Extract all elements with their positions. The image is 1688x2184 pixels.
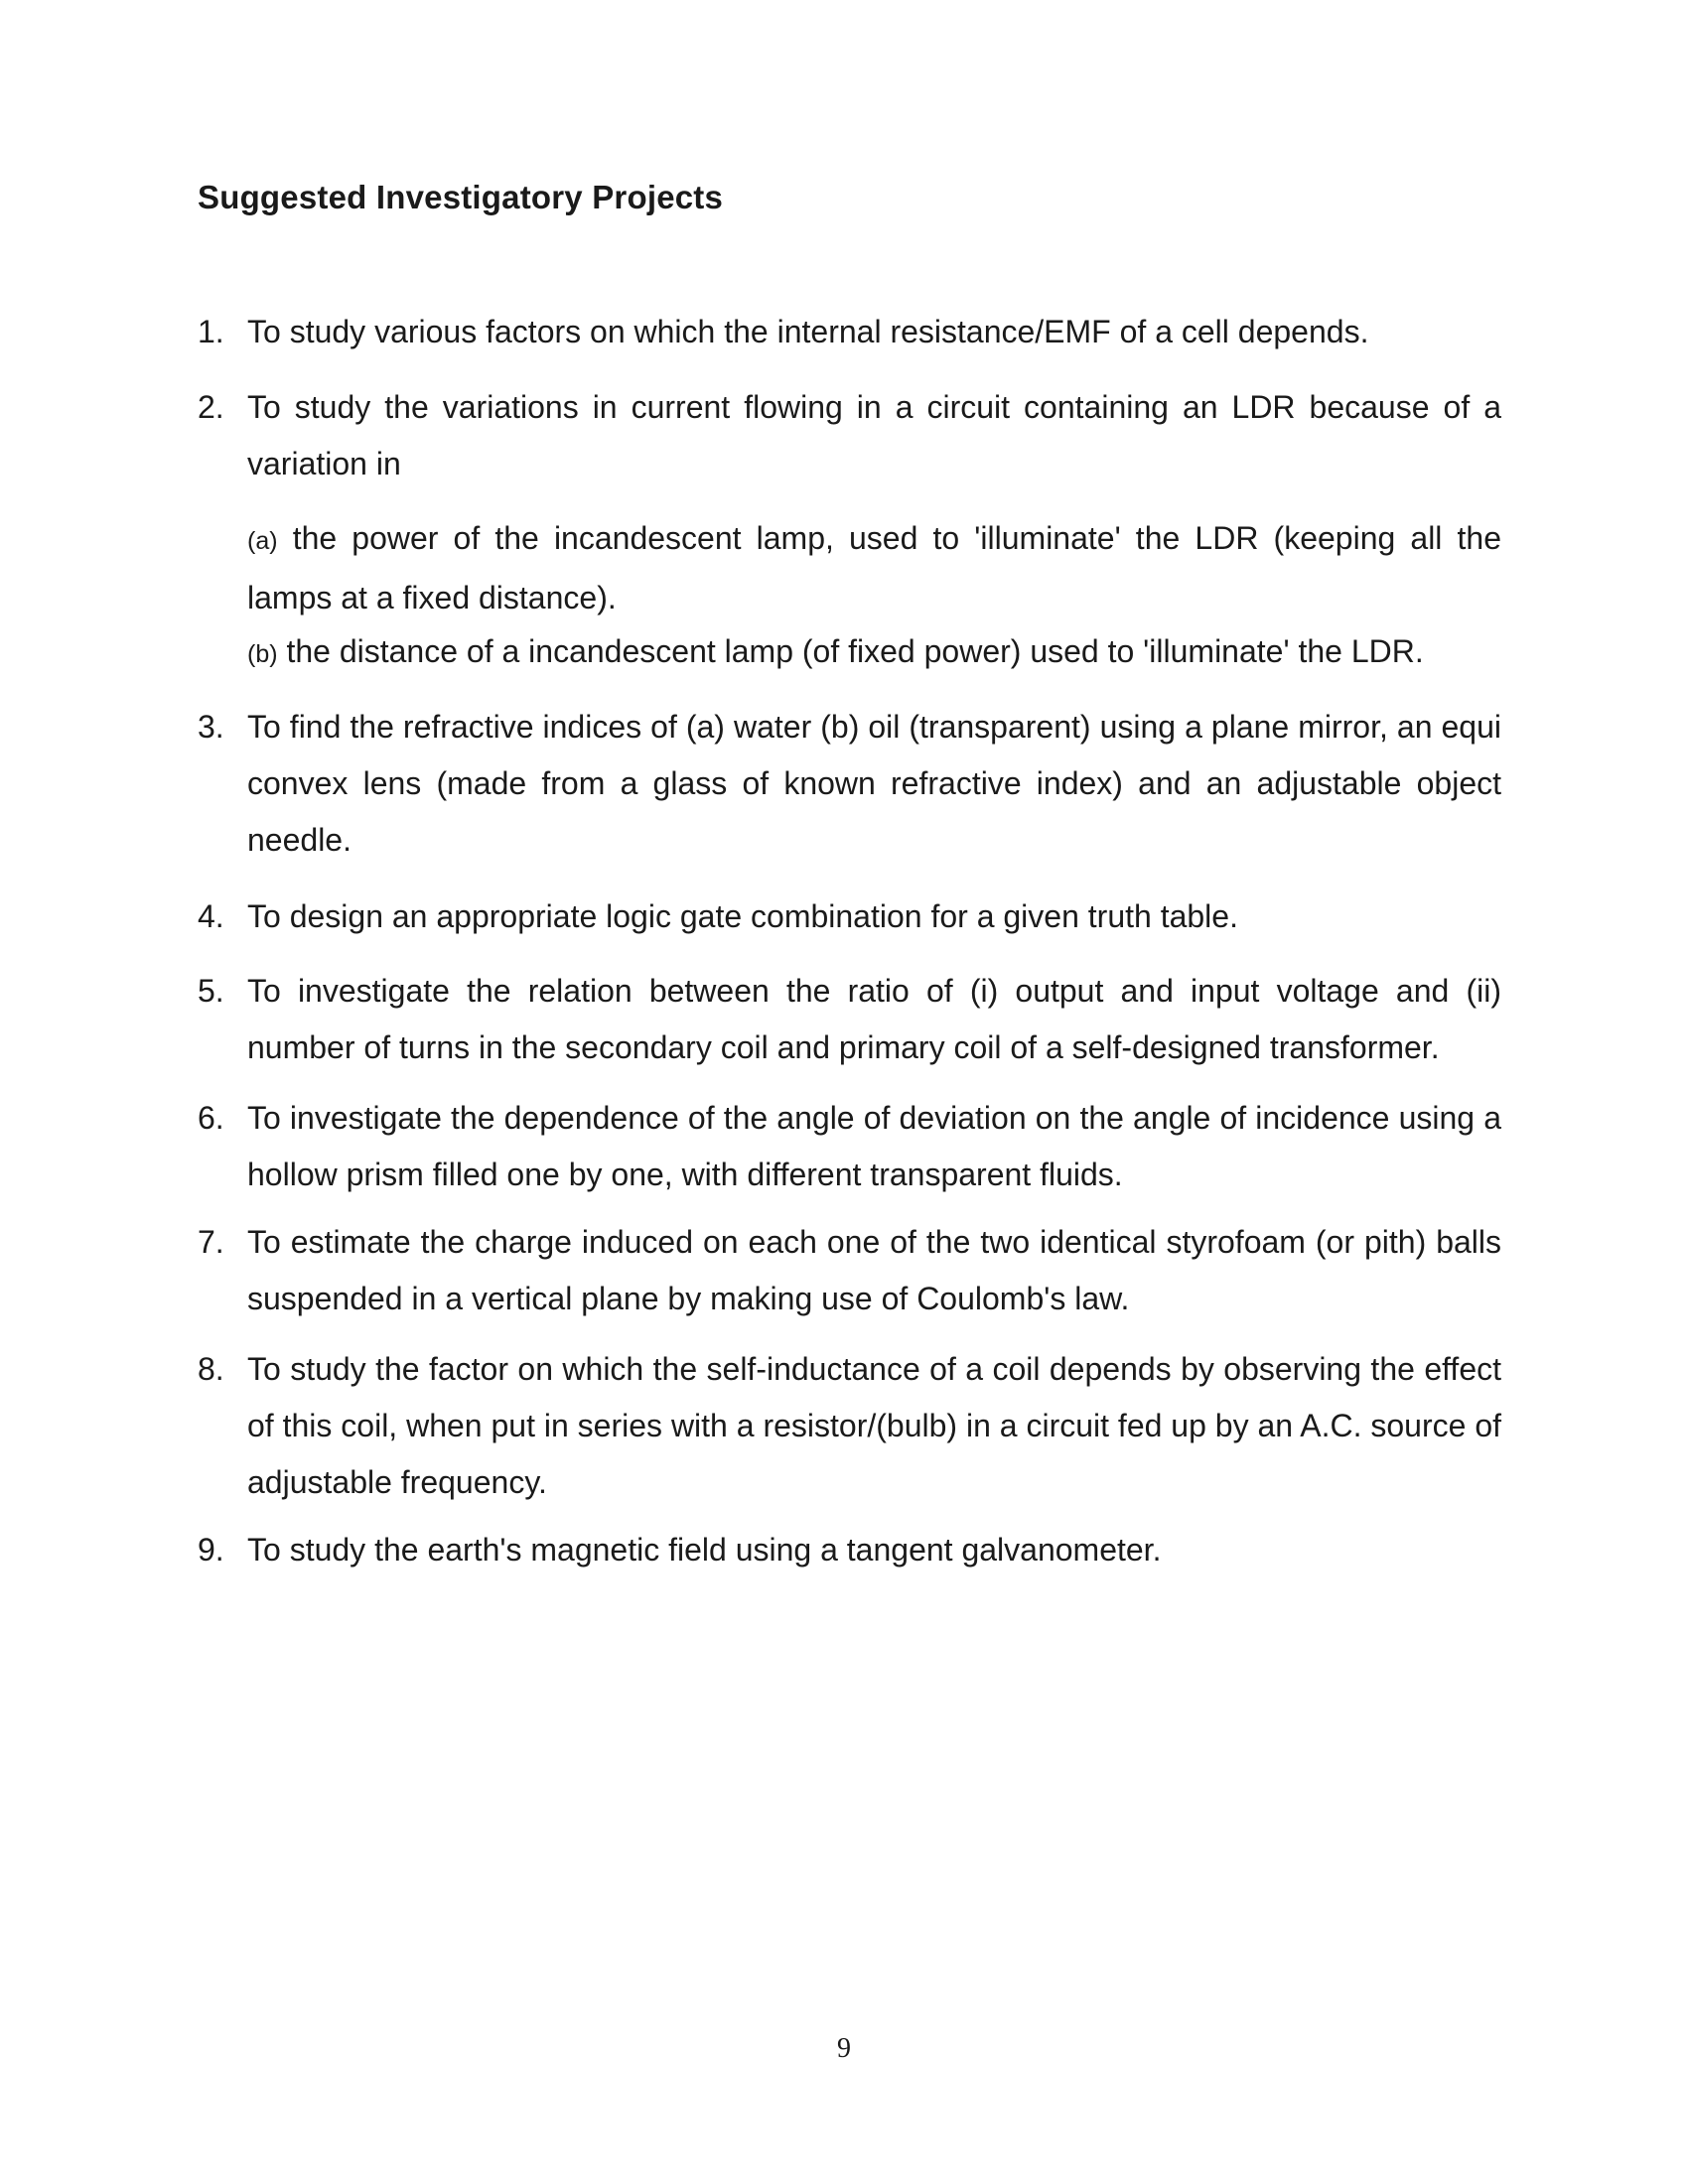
item-number: 2.	[198, 389, 224, 425]
item-text: To estimate the charge induced on each one of the two identical styrofoam (or pith) balls suspended in a vertical plane by making use of Coulomb's law.	[247, 1224, 1501, 1316]
item-text: To investigate the relation between the ratio of (i) output and input voltage and (ii) number of turns in the secondary coil and primary coil of a self-designed transformer.	[247, 973, 1501, 1065]
sub-item-a	[247, 510, 1501, 626]
item-text: To study the factor on which the self-inductance of a coil depends by observing the effect of this coil, when put in series with a resistor/(bulb) in a circuit fed up by an A.C. source of adjustable frequency.	[247, 1351, 1501, 1500]
sub-item-label: (b)	[247, 640, 278, 668]
list-item-6	[198, 1090, 1501, 1203]
item-text: To study the variations in current flowing in a circuit containing an LDR because of a variation in	[247, 389, 1501, 481]
item-number: 7.	[198, 1224, 224, 1260]
item-number: 4.	[198, 898, 224, 934]
page-number: 9	[837, 2033, 851, 2064]
item-number: 3.	[198, 709, 224, 745]
item-text: To study various factors on which the internal resistance/EMF of a cell depends.	[247, 314, 1369, 349]
list-item-7	[198, 1214, 1501, 1327]
sub-item-label: (a)	[247, 527, 278, 555]
sub-item-text: the distance of a incandescent lamp (of fixed power) used to 'illuminate' the LDR.	[286, 633, 1424, 669]
sub-item-text: the power of the incandescent lamp, used to 'illuminate' the LDR (keeping all the lamps at a fixed distance).	[247, 520, 1502, 615]
item-number: 9.	[198, 1532, 224, 1568]
item-number: 1.	[198, 314, 224, 349]
list-item-2	[198, 379, 1501, 492]
list-item-5	[198, 963, 1501, 1076]
item-text: To find the refractive indices of (a) water (b) oil (transparent) using a plane mirror, an equi convex lens (made from a glass of known refractive index) and an adjustable object needle.	[247, 709, 1501, 858]
list-item-9	[198, 1522, 1501, 1578]
list-item-4	[198, 888, 1501, 945]
list-item-3	[198, 699, 1501, 869]
item-text: To design an appropriate logic gate combination for a given truth table.	[247, 898, 1238, 934]
item-text: To study the earth's magnetic field using a tangent galvanometer.	[247, 1532, 1162, 1568]
list-item-1	[198, 304, 1501, 360]
item-number: 8.	[198, 1351, 224, 1387]
list-item-8	[198, 1341, 1501, 1511]
sub-item-b	[247, 623, 1501, 683]
item-text: To investigate the dependence of the angle of deviation on the angle of incidence using a hollow prism filled one by one, with different transparent fluids.	[247, 1100, 1501, 1192]
page-heading: Suggested Investigatory Projects	[198, 179, 724, 215]
item-number: 6.	[198, 1100, 224, 1136]
item-number: 5.	[198, 973, 224, 1009]
